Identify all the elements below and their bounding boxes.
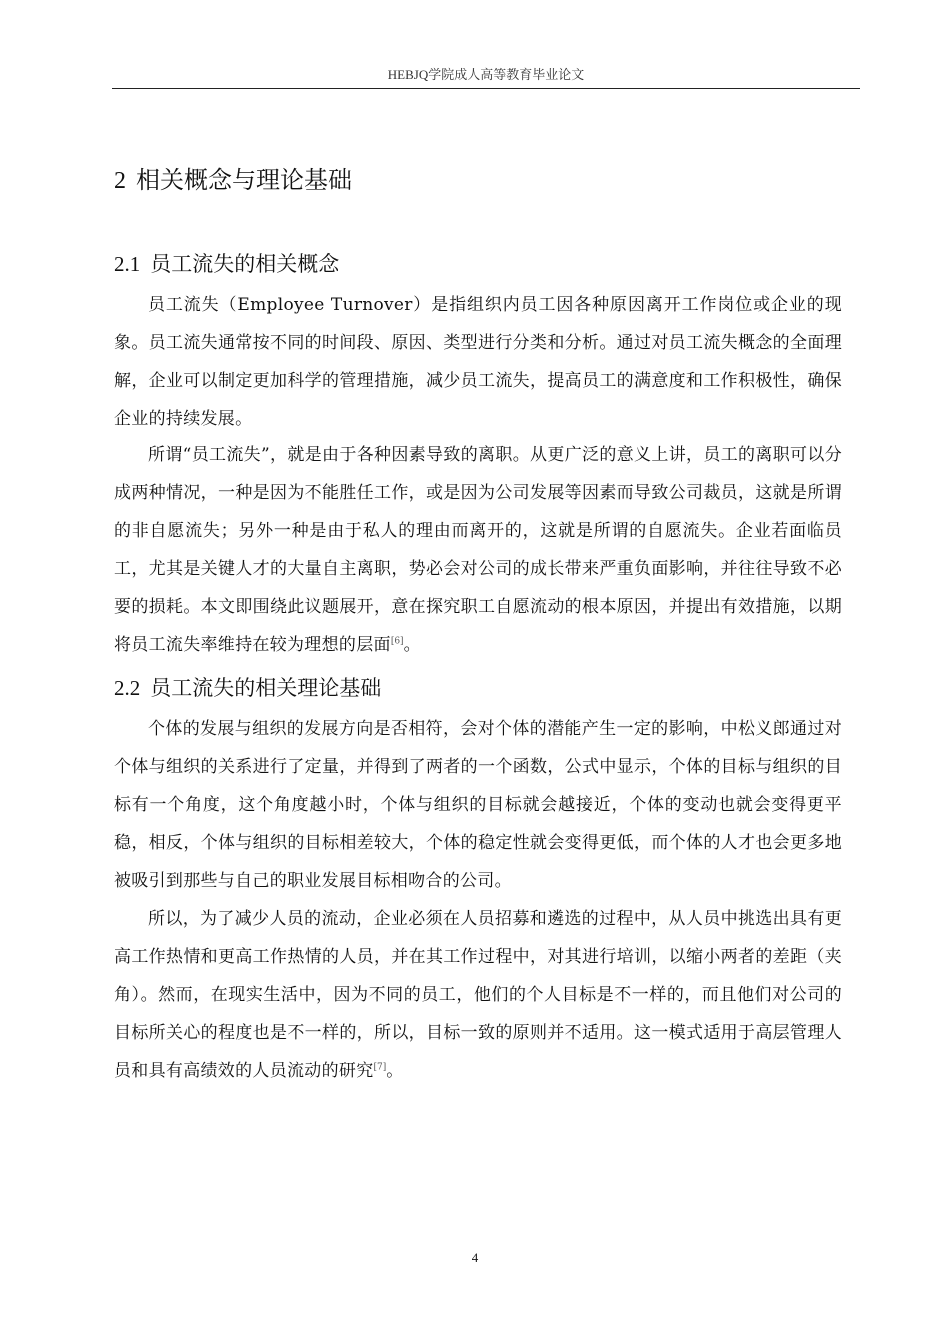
page-number: 4 xyxy=(471,1250,479,1265)
chapter-heading xyxy=(114,160,352,195)
paragraph-end: 。 xyxy=(386,1061,404,1081)
chapter-title: 相关概念与理论基础 xyxy=(136,166,352,194)
paragraph xyxy=(114,710,842,900)
header-rule xyxy=(112,88,860,89)
paragraph-text: 员工流失（Employee Turnover）是指组织内员工因各种原因离开工作岗位或企业的现象。员工流失通常按不同的时间段、原因、类型进行分类和分析。通过对员工流失概念的全面理解，企业可以制定更加科学的管理措施，减少员工流失，提高员工的满意度和工作积极性，确保企业的持续发展。 xyxy=(114,295,842,429)
paragraph xyxy=(114,286,842,438)
paragraph xyxy=(114,900,842,1090)
section-heading-2-2 xyxy=(114,672,381,702)
paragraph xyxy=(114,436,842,664)
paragraph-end: 。 xyxy=(403,635,421,655)
section-title: 员工流失的相关理论基础 xyxy=(150,676,382,700)
chapter-number: 2 xyxy=(114,168,126,194)
section-heading-2-1 xyxy=(114,248,339,278)
paragraph-text: 所以，为了减少人员的流动，企业必须在人员招募和遴选的过程中，从人员中挑选出具有更高工作热情和更高工作热情的人员，并在其工作过程中，对其进行培训，以缩小两者的差距（夹角）。然而，在现实生活中，因为不同的员工，他们的个人目标是不一样的，而且他们对公司的目标所关心的程度也是不一样的，所以，目标一致的原则并不适用。这一模式适用于高层管理人员和具有高绩效的人员流动的研究 xyxy=(114,909,842,1081)
section-title: 员工流失的相关概念 xyxy=(150,252,340,276)
citation-marker: [6] xyxy=(390,636,404,647)
section-number: 2.2 xyxy=(114,676,141,700)
paragraph-text: 个体的发展与组织的发展方向是否相符，会对个体的潜能产生一定的影响，中松义郎通过对个体与组织的关系进行了定量，并得到了两者的一个函数，公式中显示，个体的目标与组织的目标有一个角度，这个角度越小时，个体与组织的目标就会越接近，个体的变动也就会变得更平稳，相反，个体与组织的目标相差较大，个体的稳定性就会变得更低，而个体的人才也会更多地被吸引到那些与自己的职业发展目标相吻合的公司。 xyxy=(114,719,842,891)
section-number: 2.1 xyxy=(114,252,141,276)
running-header: HEBJQ学院成人高等教育毕业论文 xyxy=(387,67,585,82)
paragraph-text: 所谓“员工流失”，就是由于各种因素导致的离职。从更广泛的意义上讲，员工的离职可以分成两种情况，一种是因为不能胜任工作，或是因为公司发展等因素而导致公司裁员，这就是所谓的非自愿流失；另外一种是由于私人的理由而离开的，这就是所谓的自愿流失。企业若面临员工，尤其是关键人才的大量自主离职，势必会对公司的成长带来严重负面影响，并往往导致不必要的损耗。本文即围绕此议题展开，意在探究职工自愿流动的根本原因，并提出有效措施，以期将员工流失率维持在较为理想的层面 xyxy=(114,445,842,655)
citation-marker: [7] xyxy=(373,1062,387,1073)
